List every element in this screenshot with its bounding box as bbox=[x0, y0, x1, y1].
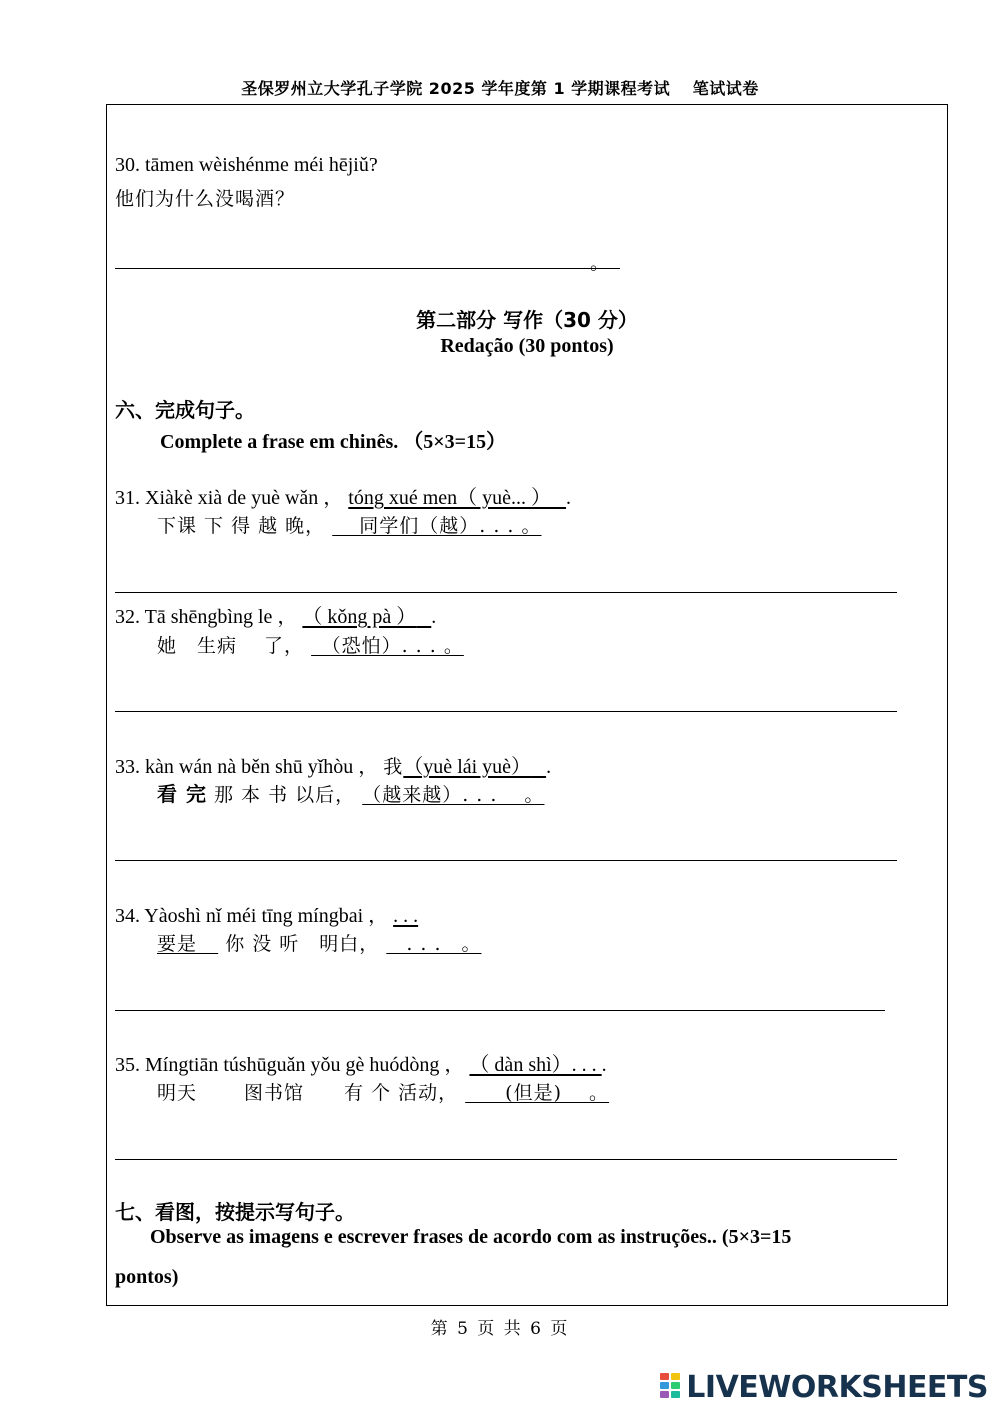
q32-pinyin-end: . bbox=[431, 606, 437, 628]
q34-hanzi: 你 没 听 明白， bbox=[225, 933, 380, 955]
q35-pinyin-blank[interactable]: （ dàn shì）. . . bbox=[469, 1054, 602, 1076]
part2-title-cn: 第二部分 写作（30 分） bbox=[416, 308, 638, 332]
q32-answer-line[interactable] bbox=[115, 711, 897, 712]
q35-answer-line[interactable] bbox=[115, 1159, 897, 1160]
q32-hanzi-line bbox=[157, 631, 464, 658]
q33-hanzi-line bbox=[157, 778, 544, 807]
part2-title-pt: Redação (30 pontos) bbox=[440, 335, 614, 357]
q35-hanzi-blank[interactable]: (但是) 。 bbox=[465, 1082, 610, 1104]
q34-hanzi-lead-blank[interactable]: 要是 bbox=[157, 933, 198, 955]
q31-hanzi-blank[interactable]: 同学们（越）. . . 。 bbox=[332, 515, 542, 537]
q33-pinyin-end: . bbox=[546, 756, 552, 778]
q30-answer-line[interactable] bbox=[115, 248, 620, 274]
page-number: 第 5 页 共 6 页 bbox=[430, 1319, 570, 1339]
q32-hanzi-blank[interactable]: （恐怕）. . . 。 bbox=[311, 635, 464, 657]
q33-hanzi-blank[interactable]: （越来越）. . . 。 bbox=[362, 784, 545, 806]
q35-hanzi: 明天 图书馆 有 个 活动， bbox=[157, 1082, 459, 1104]
q32-hanzi: 她 生病 了， bbox=[157, 635, 305, 657]
section6-instruction: Complete a frase em chinês. （5×3=15） bbox=[160, 431, 507, 453]
q34-pinyin: 34. Yàoshì nǐ méi tīng míngbai ， bbox=[115, 905, 389, 927]
section6-title: 六、完成句子。 bbox=[115, 398, 255, 422]
q33-answer-line[interactable] bbox=[115, 860, 897, 861]
q31-hanzi: 下课 下 得 越 晚， bbox=[157, 515, 326, 537]
q32-pinyin-blank[interactable]: （ kǒng pà ） bbox=[302, 606, 417, 628]
q34-pinyin-blank[interactable]: . . . bbox=[393, 905, 419, 927]
q33-pinyin-mid: 我 bbox=[383, 756, 404, 778]
section7-title: 七、看图，按提示写句子。 bbox=[115, 1200, 355, 1224]
q32-pinyin-line bbox=[115, 600, 436, 629]
q34-hanzi-line bbox=[157, 929, 482, 956]
page-frame bbox=[106, 104, 948, 1306]
exam-header: 圣保罗州立大学孔子学院 2025 学年度第 1 学期课程考试 笔试试卷 bbox=[241, 79, 759, 98]
q30-pinyin: 30. tāmen wèishénme méi hējiǔ? bbox=[115, 154, 378, 176]
q34-hanzi-blank[interactable]: . . . 。 bbox=[386, 933, 482, 955]
q35-pinyin-line bbox=[115, 1048, 607, 1077]
liveworksheets-logo[interactable] bbox=[660, 1370, 988, 1405]
q33-hanzi: 那 本 书 以后， bbox=[214, 784, 356, 806]
q30-answer-end: 。 bbox=[589, 252, 610, 274]
q31-pinyin-blank[interactable]: tóng xué men（ yuè... ） bbox=[348, 487, 552, 509]
q31-hanzi-line bbox=[157, 511, 542, 538]
section7-instruction-cont: pontos) bbox=[115, 1266, 179, 1288]
q32-pinyin: 32. Tā shēngbìng le ， bbox=[115, 606, 298, 628]
liveworksheets-logo-text: LIVEWORKSHEETS bbox=[686, 1370, 988, 1405]
q33-hanzi-bold: 看 完 bbox=[157, 782, 207, 806]
q31-pinyin-line bbox=[115, 481, 571, 510]
q33-pinyin-blank[interactable]: （yuè lái yuè） bbox=[403, 756, 532, 778]
q33-pinyin-line bbox=[115, 750, 551, 779]
section7-instruction: Observe as imagens e escrever frases de acordo com as instruções.. (5×3=15 bbox=[150, 1226, 792, 1248]
liveworksheets-logo-icon bbox=[660, 1373, 682, 1399]
q31-pinyin: 31. Xiàkè xià de yuè wǎn ， bbox=[115, 487, 344, 509]
q33-pinyin: 33. kàn wán nà běn shū yǐhòu ， bbox=[115, 756, 379, 778]
q35-pinyin-end: . bbox=[601, 1054, 607, 1076]
q34-pinyin-line bbox=[115, 899, 418, 928]
q31-pinyin-end: . bbox=[566, 487, 572, 509]
q35-pinyin: 35. Míngtiān túshūguǎn yǒu gè huódòng ， bbox=[115, 1054, 465, 1076]
q31-answer-line[interactable] bbox=[115, 592, 897, 593]
q30-hanzi: 他们为什么没喝酒？ bbox=[115, 188, 296, 210]
q34-answer-line[interactable] bbox=[115, 1010, 885, 1011]
q35-hanzi-line bbox=[157, 1078, 609, 1105]
